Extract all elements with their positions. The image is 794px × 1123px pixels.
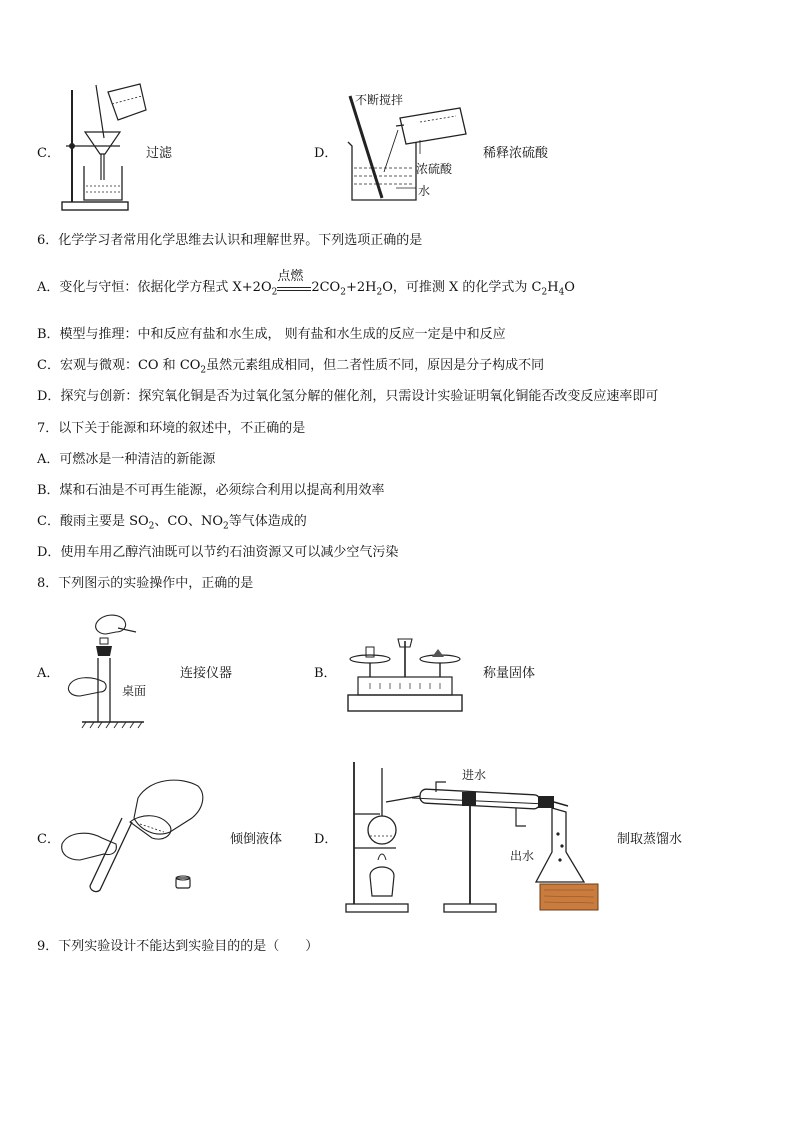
question-7-option-b: B．煤和石油是不可再生能源，必须综合利用以提高利用效率	[37, 483, 385, 498]
option-c-caption: 过滤	[146, 146, 173, 161]
option-d-letter: D．	[314, 146, 338, 161]
pour-liquid-figure	[60, 768, 210, 903]
label-concentrated-acid: 浓硫酸	[416, 162, 453, 176]
label-desk: 桌面	[122, 684, 147, 698]
label-stir: 不断搅拌	[355, 93, 404, 107]
balance-figure	[340, 633, 470, 718]
option-c-caption-q8: 倾倒液体	[230, 832, 283, 847]
label-water: 水	[418, 184, 431, 198]
question-8-stem: 8．下列图示的实验操作中，正确的是	[37, 576, 254, 591]
label-water-out: 出水	[510, 849, 535, 863]
question-6-option-a: A．变化与守恒：依据化学方程式 $X+2O_2$ 点燃 $2CO_2+2H_2O$，可推测 X 的化学式为 $C_2H_4O$	[37, 268, 575, 298]
option-d-caption-q8: 制取蒸馏水	[617, 832, 683, 847]
question-6-stem: 6．化学学习者常用化学思维去认识和理解世界。下列选项正确的是	[37, 233, 423, 248]
label-water-in: 进水	[462, 768, 487, 782]
reaction-arrow: 点燃	[277, 283, 311, 293]
option-a-letter: A．	[37, 666, 60, 681]
filtration-apparatus-figure	[60, 80, 150, 215]
question-7-stem: 7．以下关于能源和环境的叙述中，不正确的是	[37, 421, 306, 436]
option-b-caption: 称量固体	[483, 666, 536, 681]
option-d-letter-q8: D．	[314, 832, 338, 847]
option-c-letter: C．	[37, 146, 60, 161]
option-b-letter: B．	[314, 666, 337, 681]
question-7-option-d: D．使用车用乙醇汽油既可以节约石油资源又可以减少空气污染	[37, 545, 399, 560]
option-c-letter-q8: C．	[37, 832, 60, 847]
question-7-option-c: C．酸雨主要是 $SO_2$、CO、$NO_2$等气体造成的	[37, 514, 307, 532]
option-a-caption: 连接仪器	[180, 666, 233, 681]
connect-apparatus-figure	[62, 610, 152, 735]
question-7-option-a: A．可燃冰是一种清洁的新能源	[37, 452, 216, 467]
question-9-stem: 9．下列实验设计不能达到实验目的的是（ ）	[37, 939, 319, 954]
question-6-option-b: B．模型与推理：中和反应有盐和水生成， 则有盐和水生成的反应一定是中和反应	[37, 327, 506, 342]
question-6-option-d: D．探究与创新：探究氧化铜是否为过氧化氢分解的催化剂，只需设计实验证明氧化铜能否改变反应速率即可	[37, 389, 659, 404]
question-6-option-c: C．宏观与微观：CO 和 $CO_2$虽然元素组成相同，但二者性质不同，原因是分子构成不同	[37, 358, 545, 376]
option-d-caption: 稀释浓硫酸	[483, 146, 549, 161]
